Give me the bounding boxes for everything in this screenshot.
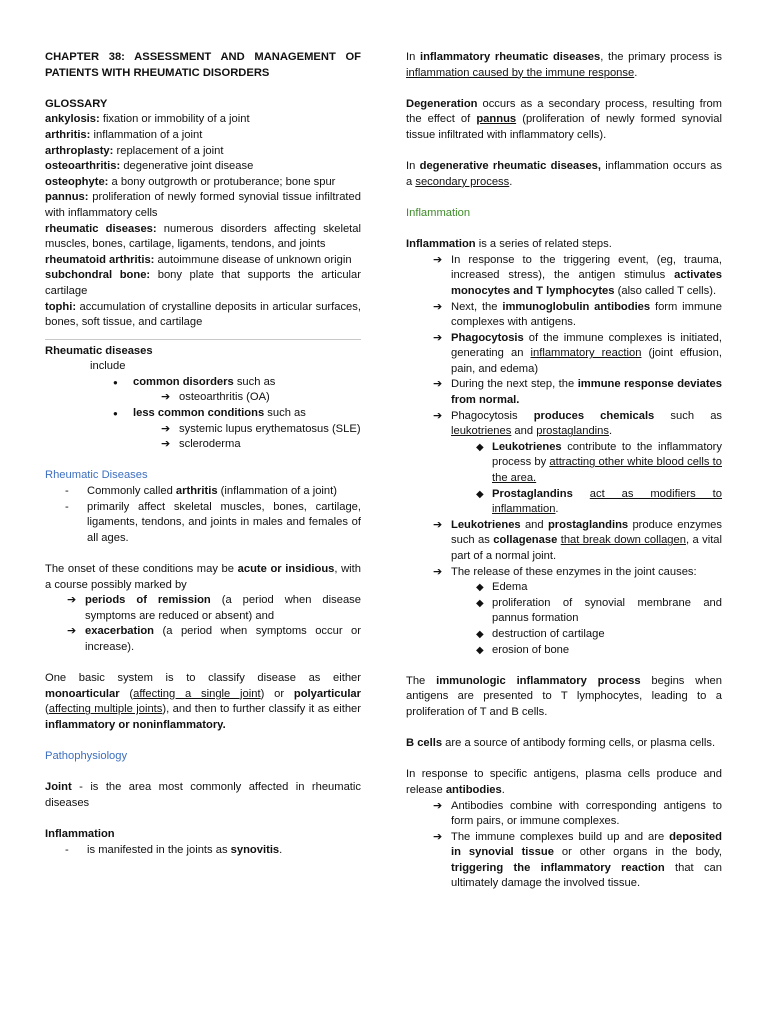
- arrow-icon: ➔: [161, 422, 171, 435]
- paragraph-onset: The onset of these conditions may be acute or insidious, with a course possibly marked by: [45, 563, 361, 591]
- list-item: ➔ systemic lupus erythematosus (SLE): [45, 422, 361, 438]
- diamond-icon: ◆: [476, 441, 484, 453]
- list-item: ◆ destruction of cartilage: [406, 627, 722, 643]
- paragraph-immunologic: The immunologic inflammatory process begins when antigens are presented to T lymphocytes, leading to a proliferation of T and B cells.: [406, 674, 722, 718]
- glossary-list: [45, 112, 361, 330]
- diamond-icon: ◆: [476, 628, 484, 640]
- glossary-item: arthritis: inflammation of a joint: [45, 128, 203, 141]
- glossary-item: subchondral bone: bony plate that supports the articular cartilage: [45, 269, 361, 297]
- list-item: ➔ exacerbation (a period when symptoms occur or increase).: [67, 625, 361, 653]
- diamond-icon: ◆: [476, 644, 484, 656]
- glossary-item: arthroplasty: replacement of a joint: [45, 144, 224, 157]
- list-item: ● common disorders such as: [45, 375, 361, 391]
- list-item: ➔ In response to the triggering event, (eg, trauma, increased stress), the antigen stimulus activates monocytes and T lymphocytes (also called T cells).: [433, 253, 722, 297]
- paragraph-joint: Joint - is the area most commonly affected in rheumatic diseases: [45, 781, 361, 809]
- paragraph-degeneration: Degeneration occurs as a secondary process, resulting from the effect of pannus (proliferation of newly formed synovial tissue infiltrated with inflammatory cells).: [406, 97, 722, 141]
- diamond-icon: ◆: [476, 597, 484, 609]
- glossary-item: osteoarthritis: degenerative joint disease: [45, 160, 254, 173]
- list-item: ◆ Prostaglandins act as modifiers to inflammation.: [476, 487, 723, 516]
- arrow-icon: ➔: [433, 518, 443, 531]
- list-item: ➔ The release of these enzymes in the joint causes:: [406, 565, 722, 581]
- paragraph-degenerative-rd: In degenerative rheumatic diseases, inflammation occurs as a secondary process.: [406, 160, 722, 188]
- list-item: ➔ Next, the immunoglobulin antibodies form immune complexes with antigens.: [433, 300, 722, 329]
- left-column: [45, 50, 361, 858]
- bullet-icon: ●: [113, 409, 118, 419]
- list-item: ◆ proliferation of synovial membrane and pannus formation: [476, 596, 722, 625]
- glossary-item: osteophyte: a bony outgrowth or protuberance; bone spur: [45, 175, 336, 188]
- paragraph-antibodies: In response to specific antigens, plasma cells produce and release antibodies.: [406, 768, 722, 796]
- glossary-item: pannus: proliferation of newly formed synovial tissue infiltrated with inflammatory cells: [45, 191, 361, 219]
- arrow-icon: ➔: [67, 625, 77, 638]
- glossary-item: tophi: accumulation of crystalline deposits in articular surfaces, bones, soft tissue, and cartilage: [45, 300, 361, 329]
- glossary-heading: GLOSSARY: [45, 97, 108, 110]
- list-item: ● less common conditions such as: [45, 406, 361, 422]
- arrow-icon: ➔: [433, 331, 443, 344]
- divider: [45, 339, 361, 340]
- arrow-icon: ➔: [161, 391, 171, 404]
- section-heading-rheumatic-diseases: Rheumatic Diseases: [45, 469, 148, 482]
- paragraph-classify: One basic system is to classify disease as either monoarticular (affecting a single joint) or polyarticular (affecting multiple joints), and then to further classify it as either inflammatory or noninflammatory.: [45, 672, 362, 731]
- glossary-item: rheumatic diseases: numerous disorders affecting skeletal muscles, bones, cartilage, ligaments, tendons, and joints: [45, 222, 362, 251]
- glossary-item: ankylosis: fixation or immobility of a joint: [45, 113, 250, 126]
- list-item: ➔ Leukotrienes and prostaglandins produce enzymes such as collagenase that break down collagen, a vital part of a normal joint.: [433, 518, 723, 562]
- list-item: ➔ Antibodies combine with corresponding antigens to form pairs, or immune complexes.: [433, 799, 722, 828]
- rd-title: Rheumatic diseases: [45, 344, 153, 357]
- arrow-icon: ➔: [433, 830, 443, 843]
- list-item: ➔ scleroderma: [45, 437, 361, 453]
- list-item: ➔ periods of remission (a period when disease symptoms are reduced or absent) and: [67, 594, 361, 622]
- arrow-icon: ➔: [433, 378, 443, 391]
- right-column: [406, 50, 722, 892]
- rd-include: include: [90, 360, 126, 373]
- section-heading-pathophysiology: Pathophysiology: [45, 750, 128, 763]
- label-inflammation: Inflammation: [45, 828, 115, 841]
- arrow-icon: ➔: [161, 438, 171, 451]
- list-item: ◆ Edema: [406, 580, 722, 596]
- arrow-icon: ➔: [433, 253, 443, 266]
- list-item: ◆ erosion of bone: [406, 643, 722, 659]
- list-item: ➔ Phagocytosis produces chemicals such as leukotrienes and prostaglandins.: [433, 409, 723, 438]
- diamond-icon: ◆: [476, 488, 484, 500]
- paragraph-b-cells: B cells are a source of antibody forming cells, or plasma cells.: [406, 737, 716, 750]
- arrow-icon: ➔: [433, 799, 443, 812]
- bullet-icon: ●: [113, 377, 118, 387]
- list-item: ➔ Phagocytosis of the immune complexes is initiated, generating an inflammatory reaction (joint effusion, pain, and edema): [433, 331, 722, 375]
- chapter-title: CHAPTER 38: ASSESSMENT AND MANAGEMENT OF PATIENTS WITH RHEUMATIC DISORDERS: [45, 51, 361, 79]
- paragraph-series: Inflammation is a series of related steps.: [406, 238, 612, 251]
- list-item: ➔ osteoarthritis (OA): [45, 390, 361, 406]
- list-item: - is manifested in the joints as synovitis.: [65, 843, 283, 856]
- section-heading-inflammation: Inflammation: [406, 206, 471, 219]
- arrow-icon: ➔: [433, 300, 443, 313]
- list-item: - Commonly called arthritis (inflammation of a joint): [65, 485, 337, 498]
- arrow-icon: ➔: [67, 594, 77, 607]
- paragraph-inflammatory-rd: In inflammatory rheumatic diseases, the primary process is inflammation caused by the immune response.: [406, 51, 722, 79]
- diamond-icon: ◆: [476, 582, 484, 594]
- list-item: ◆ Leukotrienes contribute to the inflammatory process by attracting other white blood cells to the area.: [476, 440, 722, 485]
- arrow-icon: ➔: [433, 409, 443, 422]
- arrow-icon: ➔: [433, 565, 443, 578]
- list-item: - primarily affect skeletal muscles, bones, cartilage, ligaments, tendons, and joints in males and females of all ages.: [65, 500, 361, 544]
- list-item: ➔ During the next step, the immune response deviates from normal.: [433, 378, 722, 407]
- glossary-item: rheumatoid arthritis: autoimmune disease of unknown origin: [45, 253, 352, 266]
- list-item: ➔ The immune complexes build up and are deposited in synovial tissue or other organs in the body, triggering the inflammatory reaction that can ultimately damage the involved tissue.: [433, 830, 722, 890]
